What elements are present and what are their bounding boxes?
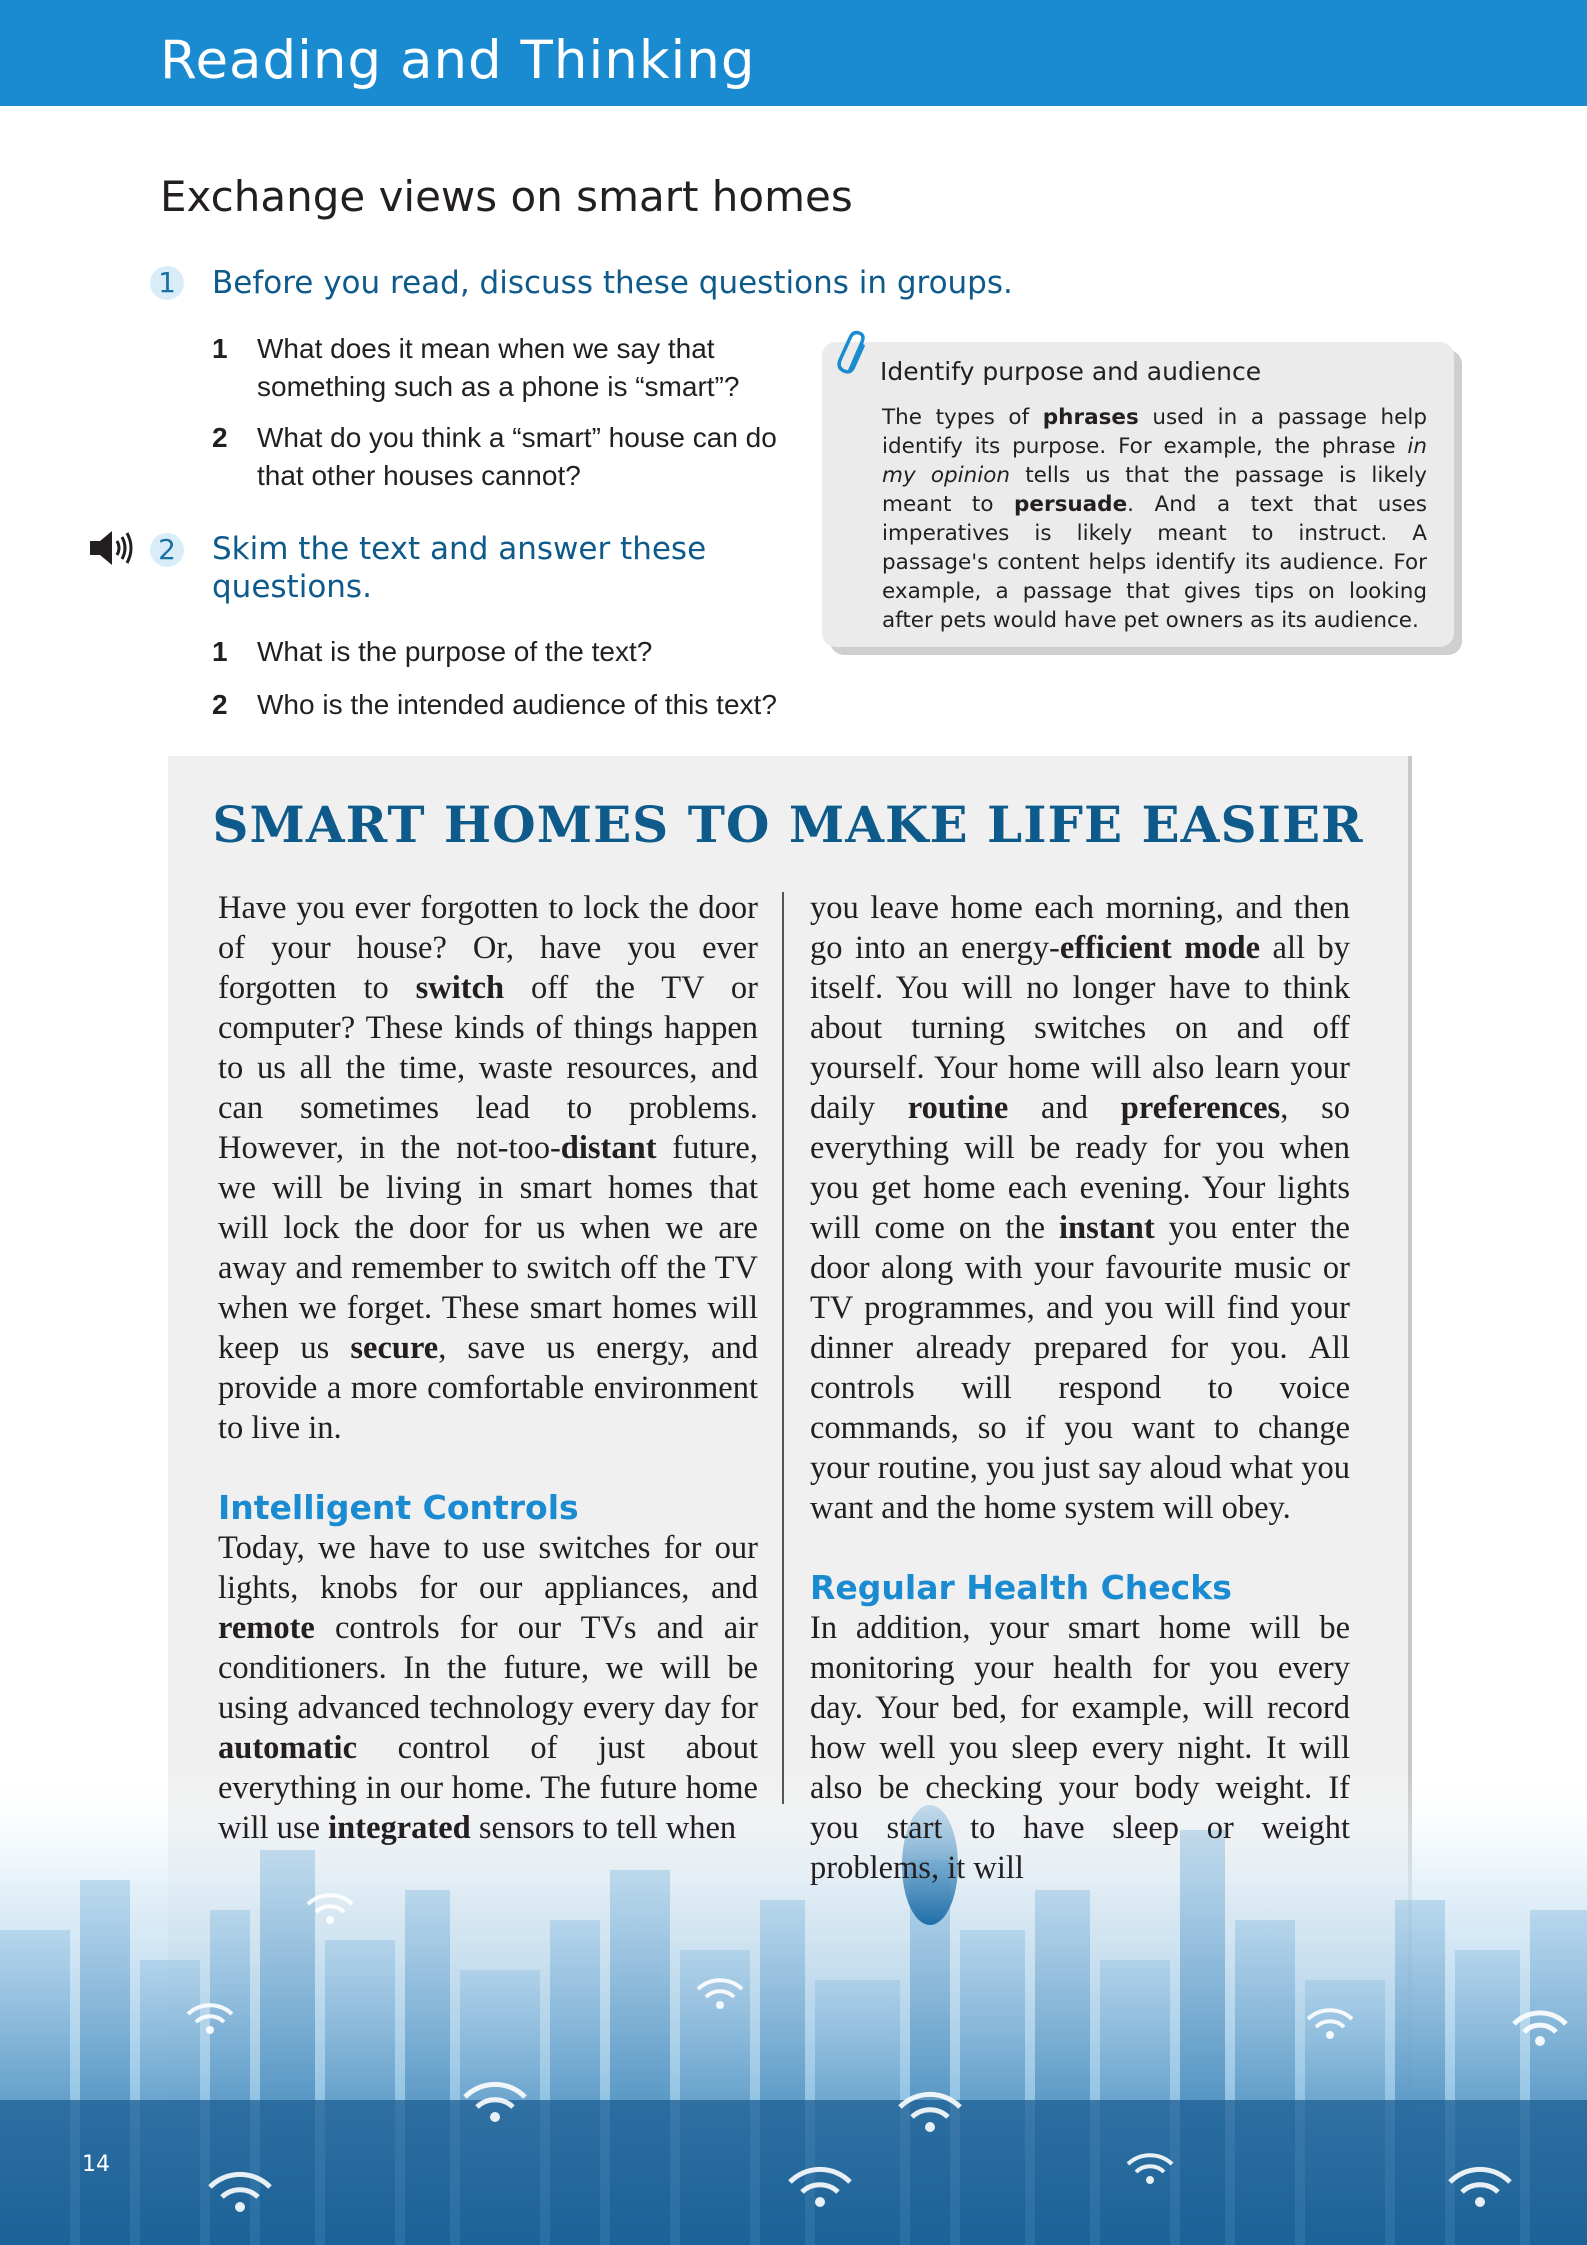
task-1-question-2 (212, 419, 792, 495)
task-2-question-1 (212, 633, 792, 671)
keyword: distant (560, 1130, 657, 1166)
text: Have you ever forgotten to lock the door of your house? Or, have you ever forgotten to (218, 890, 758, 1006)
text: off the TV or computer? These kinds of things happen to us all the time, waste resources, and can sometimes lead to problems. However, in the not-too- (218, 970, 758, 1166)
task-2-number: 2 (150, 533, 184, 567)
keyword: remote (218, 1610, 315, 1646)
question-text: Who is the intended audience of this text? (257, 689, 777, 720)
text: Today, we have to use switches for our lights, knobs for our appliances, and (218, 1530, 758, 1606)
text: , so everything will be ready for you when you get home each evening. Your lights will come on the (810, 1090, 1350, 1246)
tip-bold-persuade: persuade (1014, 492, 1128, 517)
article-column-left (218, 888, 758, 1848)
tip-title: Identify purpose and audience (880, 357, 1262, 386)
task-2-question-2 (212, 686, 792, 724)
keyword: preferences (1120, 1090, 1281, 1126)
keyword: automatic (218, 1730, 357, 1766)
article-column-right (810, 888, 1350, 1888)
section-title: Exchange views on smart homes (160, 172, 853, 221)
subheading-regular-health-checks: Regular Health Checks (810, 1568, 1232, 1607)
subheading-intelligent-controls: Intelligent Controls (218, 1488, 579, 1527)
keyword: switch (415, 970, 505, 1006)
task-1-title: Before you read, discuss these questions in groups. (212, 265, 1013, 301)
keyword: instant (1058, 1210, 1155, 1246)
header-bar (0, 0, 1587, 106)
text: you leave home each morning, and then go into an energy- (810, 890, 1350, 966)
page-number: 14 (82, 2152, 110, 2177)
task-1-question-1 (212, 330, 792, 406)
question-text: What do you think a “smart” house can do that other houses cannot? (257, 422, 777, 491)
text: , save us energy, and provide a more comfortable environment to live in. (218, 1330, 759, 1446)
text: controls for our TVs and air conditioners. In the future, we will be using advanced technology every day for (218, 1610, 758, 1726)
question-number: 2 (212, 689, 228, 720)
tip-bold-phrases: phrases (1042, 405, 1139, 430)
tip-italic-example: in my opinion (882, 434, 1427, 488)
text: and (1008, 1090, 1121, 1126)
article-paragraph-3 (810, 888, 1350, 1528)
article-paragraph-1 (218, 888, 758, 1448)
keyword: secure (350, 1330, 439, 1366)
task-2-title: Skim the text and answer these questions. (212, 531, 707, 605)
question-text: What is the purpose of the text? (257, 636, 653, 667)
speaker-icon[interactable] (88, 528, 134, 568)
article-title: SMART HOMES TO MAKE LIFE EASIER (212, 795, 1364, 854)
text: you enter the door along with your favourite music or TV programmes, and you will find your dinner already prepared for you. All controls will respond to voice commands, so if you want to change your routine, you just say aloud what you want and the home system will obey. (810, 1210, 1350, 1526)
header-title: Reading and Thinking (160, 30, 756, 91)
paperclip-icon (836, 330, 876, 378)
tip-text: used in a passage help identify its purpose. For example, the phrase (882, 405, 1427, 459)
text: all by itself. You will no longer have to think about turning switches on and off yourself. Your home will also learn your daily (810, 930, 1350, 1126)
question-number: 1 (212, 636, 228, 667)
tip-text: . And a text that uses imperatives is likely meant to instruct. A passage's content helps identify its audience. For example, a passage that gives tips on looking after pets would have pet owners as its audience. (882, 492, 1428, 633)
tip-text: tells us that the passage is likely meant to (882, 463, 1427, 517)
text: future, we will be living in smart homes that will lock the door for us when we are away and remember to switch off the TV when we forget. These smart homes will keep us (218, 1130, 758, 1366)
text: control of just about everything in our home. The future home will use (218, 1730, 758, 1846)
tip-body (882, 403, 1427, 635)
keyword: efficient mode (1059, 930, 1261, 966)
article-paragraph-2 (218, 1528, 758, 1848)
column-divider (782, 892, 784, 1804)
question-number: 1 (212, 333, 228, 364)
keyword: integrated (328, 1810, 471, 1846)
question-text: What does it mean when we say that something such as a phone is “smart”? (257, 333, 740, 402)
keyword: routine (907, 1090, 1009, 1126)
task-1-number: 1 (150, 266, 184, 300)
tip-text: The types of (882, 405, 1043, 430)
text: sensors to tell when (470, 1810, 737, 1846)
question-number: 2 (212, 422, 228, 453)
article-paragraph-4: In addition, your smart home will be monitoring your health for you every day. Your bed, for example, will record how well you sleep every night. It will also be checking your body weight. If you start to have sleep or weight problems, it will (810, 1610, 1350, 1886)
